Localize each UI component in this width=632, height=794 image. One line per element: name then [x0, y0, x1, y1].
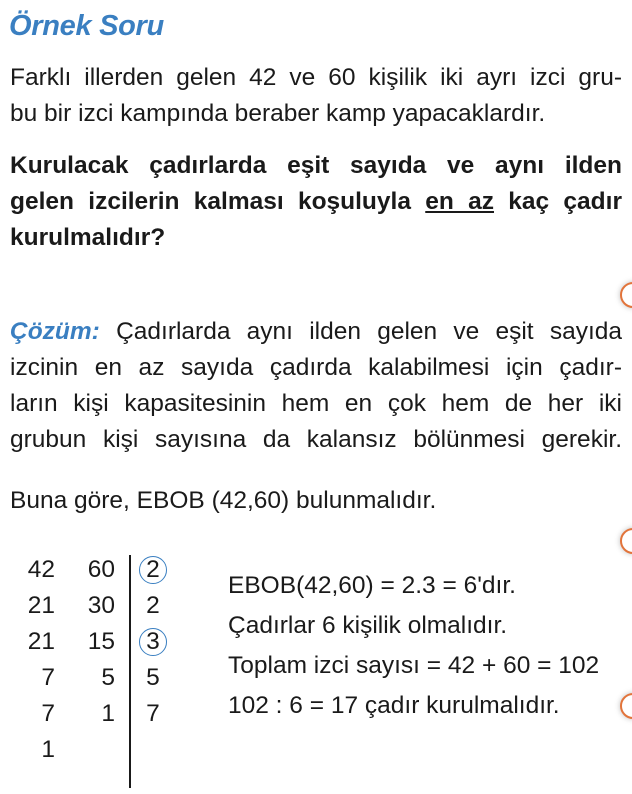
- ladder-first-number: 7: [41, 700, 55, 727]
- ladder-second-number: 15: [87, 628, 115, 655]
- example-heading: Örnek Soru: [9, 10, 164, 42]
- conclusion-line: Buna göre, EBOB (42,60) bulunmalıdır.: [10, 487, 437, 514]
- solution-line: [10, 314, 622, 350]
- ladder-row: [0, 732, 200, 768]
- page-edge-marker: [620, 693, 632, 719]
- solution-label: Çözüm:: [10, 318, 100, 345]
- result-line: Toplam izci sayısı = 42 + 60 = 102: [228, 652, 600, 679]
- problem-text: [10, 60, 622, 132]
- ladder-divisor-circled: [138, 624, 168, 660]
- division-ladder: [0, 552, 200, 792]
- question-text: [10, 148, 622, 256]
- question-line: Kurulacak çadırlarda eşit sayıda ve aynı ilden: [10, 152, 622, 179]
- solution-fragment: Çadırlarda aynı ilden gelen ve eşit sayıda: [116, 318, 623, 345]
- ladder-second-number: 5: [101, 664, 115, 691]
- ladder-first-number: 7: [41, 664, 55, 691]
- ladder-row: [0, 588, 200, 624]
- ladder-row: [0, 696, 200, 732]
- solution-line: ların kişi kapasitesinin hem en çok hem de her iki: [10, 390, 622, 417]
- ladder-first-number: 21: [27, 592, 55, 619]
- solution-line: grubun kişi sayısına da kalansız bölünmesi gerekir.: [10, 426, 622, 453]
- ladder-divisor-value: 7: [146, 700, 160, 727]
- ladder-first-number: 42: [27, 556, 55, 583]
- problem-line: bu bir izci kampında beraber kamp yapacaklardır.: [10, 100, 546, 127]
- question-fragment: gelen izcilerin kalması koşuluyla: [10, 188, 411, 215]
- ladder-divisor-value: 3: [139, 628, 167, 656]
- ladder-row: [0, 552, 200, 588]
- ladder-divisor: [138, 588, 168, 624]
- solution-text: [10, 314, 622, 458]
- question-fragment: kaç çadır: [508, 188, 622, 215]
- ladder-first-number: 21: [27, 628, 55, 655]
- ladder-divisor: [138, 660, 168, 696]
- ladder-row: [0, 624, 200, 660]
- solution-line: izcinin en az sayıda çadırda kalabilmesi için çadır-: [10, 354, 622, 381]
- page-edge-marker: [620, 282, 632, 308]
- question-line: kurulmalıdır?: [10, 224, 166, 251]
- ladder-second-number: 1: [101, 700, 115, 727]
- problem-line: Farklı illerden gelen 42 ve 60 kişilik iki ayrı izci gru-: [10, 64, 622, 91]
- result-line: EBOB(42,60) = 2.3 = 6'dır.: [228, 572, 516, 599]
- result-line: 102 : 6 = 17 çadır kurulmalıdır.: [228, 692, 560, 719]
- solution-conclusion: [10, 483, 622, 519]
- ladder-divisor-circled: [138, 552, 168, 588]
- ladder-first-number: 1: [41, 736, 55, 763]
- result-line: Çadırlar 6 kişilik olmalıdır.: [228, 612, 508, 639]
- ladder-row: [0, 660, 200, 696]
- question-line: [10, 184, 622, 220]
- ladder-divisor-value: 2: [146, 592, 160, 619]
- results-block: [228, 566, 599, 726]
- ladder-divisor-value: 5: [146, 664, 160, 691]
- ladder-divisor: [138, 696, 168, 732]
- ladder-second-number: 60: [87, 556, 115, 583]
- ladder-divisor-value: 2: [139, 556, 167, 584]
- ladder-second-number: 30: [87, 592, 115, 619]
- page-edge-marker: [620, 528, 632, 554]
- underlined-emphasis: en az: [425, 188, 494, 215]
